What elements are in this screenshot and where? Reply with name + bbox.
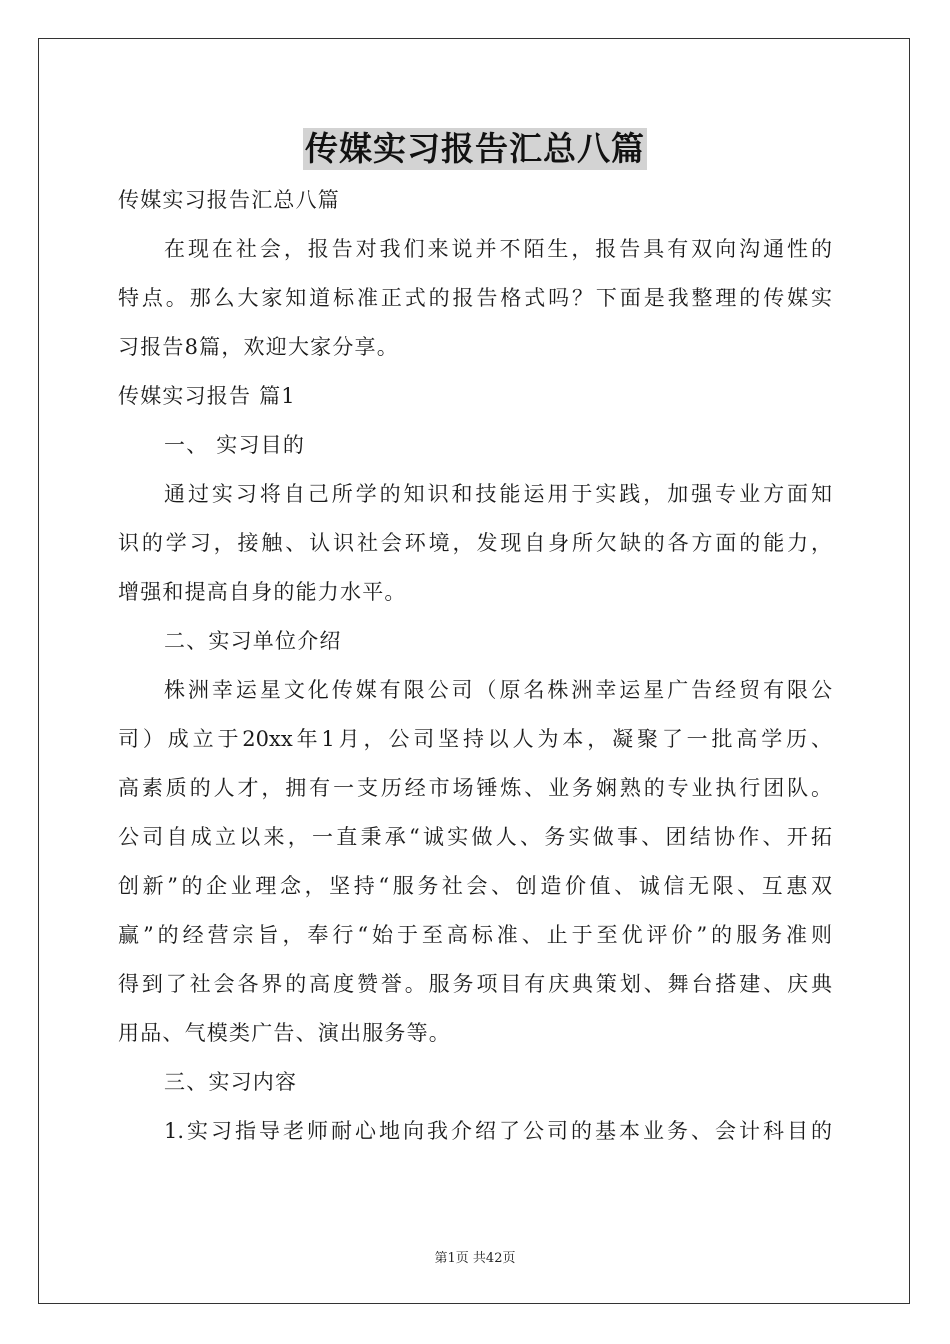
text-line: 株洲幸运星文化传媒有限公司（原名株洲幸运星广告经贸有限公 [164, 678, 832, 702]
text-line: 一、 实习目的 [164, 433, 306, 457]
text-line: 创新”的企业理念，坚持“服务社会、创造价值、诚信无限、互惠双 [118, 874, 832, 898]
text-line: 1.实习指导老师耐心地向我介绍了公司的基本业务、会计科目的 [164, 1119, 832, 1143]
text-line: 司）成立于20xx年1月，公司坚持以人为本，凝聚了一批高学历、 [118, 727, 832, 751]
text-line: 高素质的人才，拥有一支历经市场锤炼、业务娴熟的专业执行团队。 [118, 776, 832, 800]
title-container [0, 128, 950, 170]
text-line: 赢”的经营宗旨，奉行“始于至高标准、止于至优评价”的服务准则 [118, 923, 832, 947]
text-line: 识的学习，接触、认识社会环境，发现自身所欠缺的各方面的能力， [118, 531, 832, 555]
text-line: 特点。那么大家知道标准正式的报告格式吗？下面是我整理的传媒实 [118, 286, 832, 310]
text-line: 用品、气模类广告、演出服务等。 [118, 1021, 451, 1045]
page-footer: 第1页 共42页 [434, 1251, 516, 1266]
document-body [118, 176, 832, 1156]
text-line: 传媒实习报告汇总八篇 [118, 188, 340, 212]
text-line: 传媒实习报告 篇1 [118, 384, 296, 408]
text-line: 增强和提高自身的能力水平。 [118, 580, 407, 604]
text-line: 二、实习单位介绍 [164, 629, 342, 653]
document-title: 传媒实习报告汇总八篇 [305, 129, 645, 168]
text-line: 公司自成立以来，一直秉承“诚实做人、务实做事、团结协作、开拓 [118, 825, 832, 849]
text-line: 得到了社会各界的高度赞誉。服务项目有庆典策划、舞台搭建、庆典 [118, 972, 832, 996]
text-line: 通过实习将自己所学的知识和技能运用于实践，加强专业方面知 [164, 482, 832, 506]
text-line: 三、实习内容 [164, 1070, 298, 1094]
text-line: 习报告8篇，欢迎大家分享。 [118, 335, 399, 359]
text-line: 在现在社会，报告对我们来说并不陌生，报告具有双向沟通性的 [164, 237, 832, 261]
